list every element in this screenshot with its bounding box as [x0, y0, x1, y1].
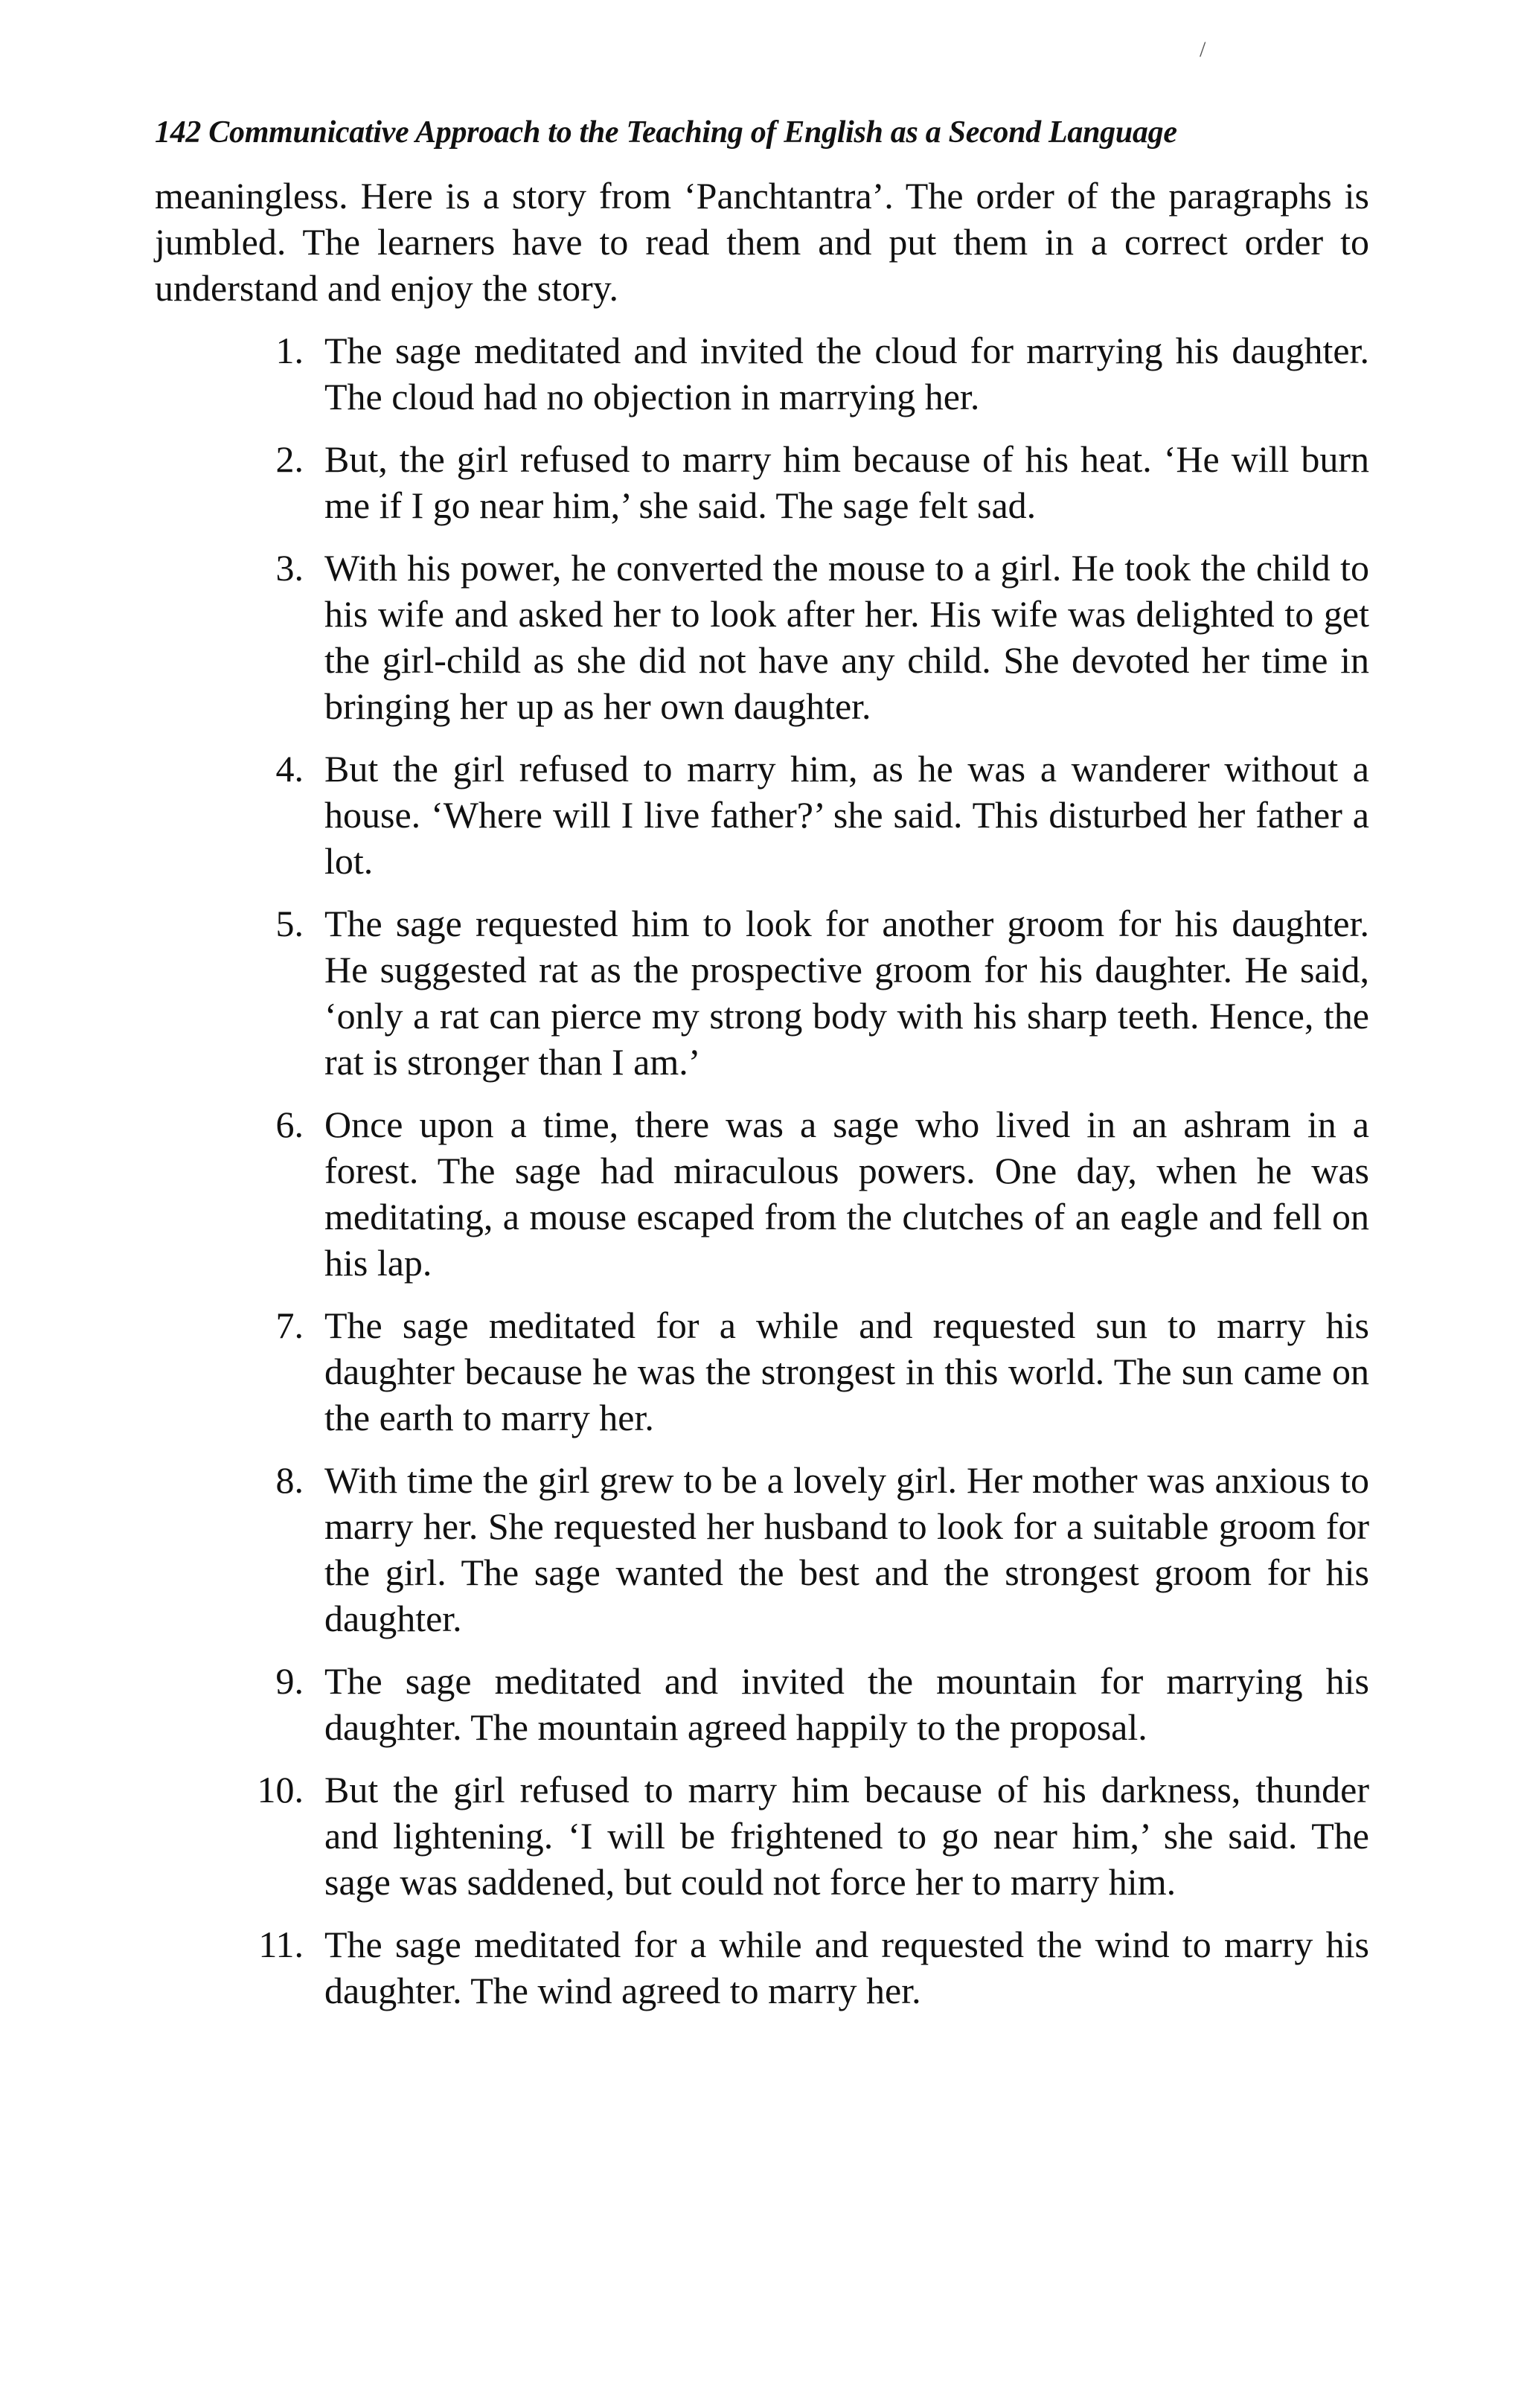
list-item-text: But, the girl refused to marry him because of his heat. ‘He will burn me if I go near him,’ she said. The sage felt sad.	[324, 438, 1369, 526]
list-item	[155, 545, 1369, 729]
list-item-number: 8.	[275, 1459, 304, 1501]
list-item-number: 11.	[258, 1924, 304, 1965]
list-item-text: With his power, he converted the mouse to a girl. He took the child to his wife and asked her to look after her. His wife was delighted to get the girl-child as she did not have any child. She devoted her time in bringing her up as her own daughter.	[324, 547, 1369, 727]
intro-paragraph: meaningless. Here is a story from ‘Panchtantra’. The order of the paragraphs is jumbled. The learners have to read them and put them in a correct order to understand and enjoy the story.	[155, 175, 1369, 309]
list-item	[155, 1101, 1369, 1286]
list-item-number: 5.	[275, 903, 304, 944]
list-item-text: The sage requested him to look for another groom for his daughter. He suggested rat as the prospective groom for his daughter. He said, ‘only a rat can pierce my strong body with his sharp teeth. Hence, the rat is stronger than I am.’	[324, 903, 1369, 1083]
list-item	[155, 1767, 1369, 1905]
list-item-text: Once upon a time, there was a sage who lived in an ashram in a forest. The sage had miraculous powers. One day, when he was meditating, a mouse escaped from the clutches of an eagle and fell on his lap.	[324, 1104, 1369, 1284]
list-item-text: The sage meditated and invited the mountain for marrying his daughter. The mountain agreed happily to the proposal.	[324, 1660, 1369, 1748]
list-item	[155, 436, 1369, 528]
list-item-number: 7.	[275, 1304, 304, 1346]
list-item	[155, 746, 1369, 884]
list-item-number: 3.	[275, 547, 304, 589]
book-page	[155, 112, 1369, 2030]
list-item-number: 6.	[275, 1104, 304, 1145]
list-item-number: 1.	[275, 330, 304, 371]
list-item	[155, 327, 1369, 420]
list-item	[155, 1921, 1369, 2014]
jumbled-paragraph-list	[155, 327, 1369, 2014]
list-item	[155, 1457, 1369, 1642]
list-item-number: 4.	[275, 748, 304, 790]
running-head: 142 Communicative Approach to the Teaching of English as a Second Language	[155, 115, 1177, 150]
list-item-text: But the girl refused to marry him, as he was a wanderer without a house. ‘Where will I live father?’ she said. This disturbed her father a lot.	[324, 748, 1369, 882]
stray-mark-top: /	[1200, 37, 1206, 62]
list-item-number: 2.	[275, 438, 304, 480]
list-item-text: The sage meditated and invited the cloud for marrying his daughter. The cloud had no objection in marrying her.	[324, 330, 1369, 417]
list-item-number: 10.	[257, 1769, 304, 1810]
list-item-text: With time the girl grew to be a lovely girl. Her mother was anxious to marry her. She requested her husband to look for a suitable groom for the girl. The sage wanted the best and the strongest groom for his daughter.	[324, 1459, 1369, 1639]
list-item-text: The sage meditated for a while and requested the wind to marry his daughter. The wind agreed to marry her.	[324, 1924, 1369, 2011]
list-item-number: 9.	[275, 1660, 304, 1702]
list-item	[155, 900, 1369, 1085]
list-item	[155, 1302, 1369, 1441]
list-item-text: The sage meditated for a while and requested sun to marry his daughter because he was the strongest in this world. The sun came on the earth to marry her.	[324, 1304, 1369, 1438]
list-item-text: But the girl refused to marry him because of his darkness, thunder and lightening. ‘I will be frightened to go near him,’ she said. The sage was saddened, but could not force her to marry him.	[324, 1769, 1369, 1903]
list-item	[155, 1658, 1369, 1750]
